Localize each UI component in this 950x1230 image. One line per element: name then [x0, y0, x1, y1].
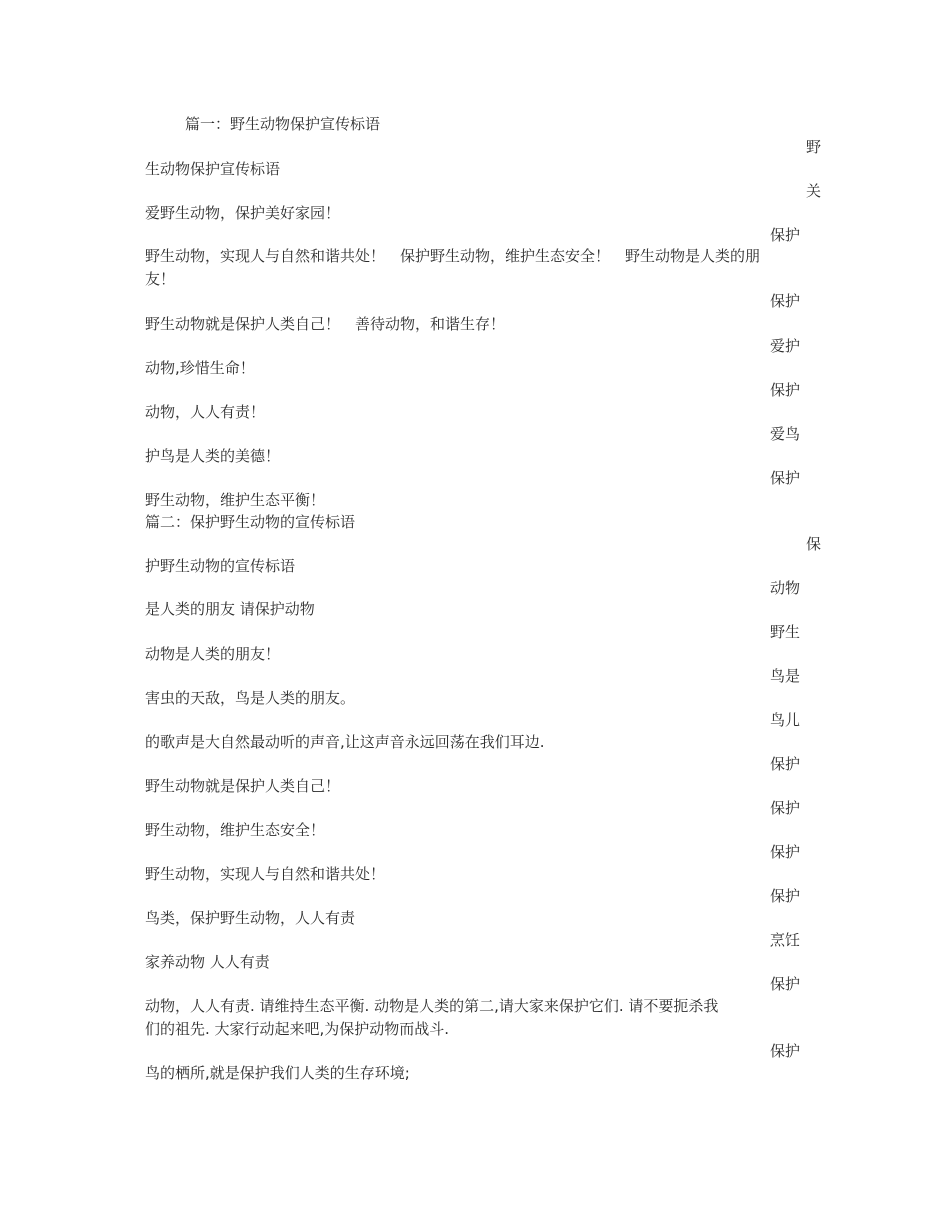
line-fragment-right: 保护 — [770, 226, 801, 244]
line-fragment-right: 保护 — [770, 799, 801, 817]
text-line: 野生动物就是保护人类自己！ — [145, 777, 341, 795]
text-line: 野生动物，维护生态平衡！ — [145, 491, 326, 509]
line-fragment-right: 野 — [806, 138, 822, 156]
line-fragment-right: 保护 — [770, 755, 801, 773]
line-fragment-right: 保护 — [770, 381, 801, 399]
text-line: 动物，人人有责. 请维持生态平衡. 动物是人类的第二,请大家来保护它们. 请不要扼杀我 — [145, 997, 719, 1015]
text-line: 鸟的栖所,就是保护我们人类的生存环境; — [145, 1064, 410, 1082]
line-fragment-right: 爱护 — [770, 337, 801, 355]
line-fragment-right: 爱鸟 — [770, 425, 801, 443]
line-fragment-right: 保护 — [770, 887, 801, 905]
text-line: 是人类的朋友 请保护动物 — [145, 600, 315, 618]
text-line: 动物是人类的朋友！ — [145, 645, 281, 663]
line-fragment-right: 保 — [806, 535, 822, 553]
text-line: 害虫的天敌，鸟是人类的朋友。 — [145, 689, 356, 707]
line-fragment-right: 野生 — [770, 623, 801, 641]
text-line: 野生动物就是保护人类自己！ 善待动物，和谐生存！ — [145, 315, 506, 333]
text-line: 的歌声是大自然最动听的声音,让这声音永远回荡在我们耳边. — [145, 733, 545, 751]
line-fragment-right: 保护 — [770, 975, 801, 993]
line-fragment-right: 保护 — [770, 292, 801, 310]
line-fragment-right: 动物 — [770, 579, 801, 597]
line-fragment-right: 鸟是 — [770, 667, 801, 685]
text-line: 家养动物 人人有责 — [145, 953, 270, 971]
line-fragment-right: 鸟儿 — [770, 711, 801, 729]
line-fragment-right: 保护 — [770, 469, 801, 487]
line-fragment-right: 关 — [806, 182, 822, 200]
line-fragment-right: 保护 — [770, 843, 801, 861]
text-line: 动物，人人有责！ — [145, 403, 266, 421]
section-heading-1: 篇一：野生动物保护宣传标语 — [185, 115, 381, 133]
text-line: 鸟类，保护野生动物，人人有责 — [145, 909, 356, 927]
text-line: 野生动物，实现人与自然和谐共处！ 保护野生动物，维护生态安全！ 野生动物是人类的朋 — [145, 247, 761, 265]
text-line: 友！ — [145, 270, 176, 288]
text-line: 生动物保护宣传标语 — [145, 160, 281, 178]
section-heading-2: 篇二：保护野生动物的宣传标语 — [145, 513, 356, 531]
line-fragment-right: 烹饪 — [770, 931, 801, 949]
text-line: 护鸟是人类的美德！ — [145, 447, 281, 465]
line-fragment-right: 保护 — [770, 1042, 801, 1060]
text-line: 野生动物，实现人与自然和谐共处！ — [145, 865, 386, 883]
text-line: 动物,珍惜生命！ — [145, 359, 255, 377]
text-line: 们的祖先. 大家行动起来吧,为保护动物而战斗. — [145, 1020, 450, 1038]
text-line: 爱野生动物，保护美好家园！ — [145, 204, 341, 222]
text-line: 野生动物，维护生态安全！ — [145, 821, 326, 839]
text-line: 护野生动物的宣传标语 — [145, 557, 296, 575]
